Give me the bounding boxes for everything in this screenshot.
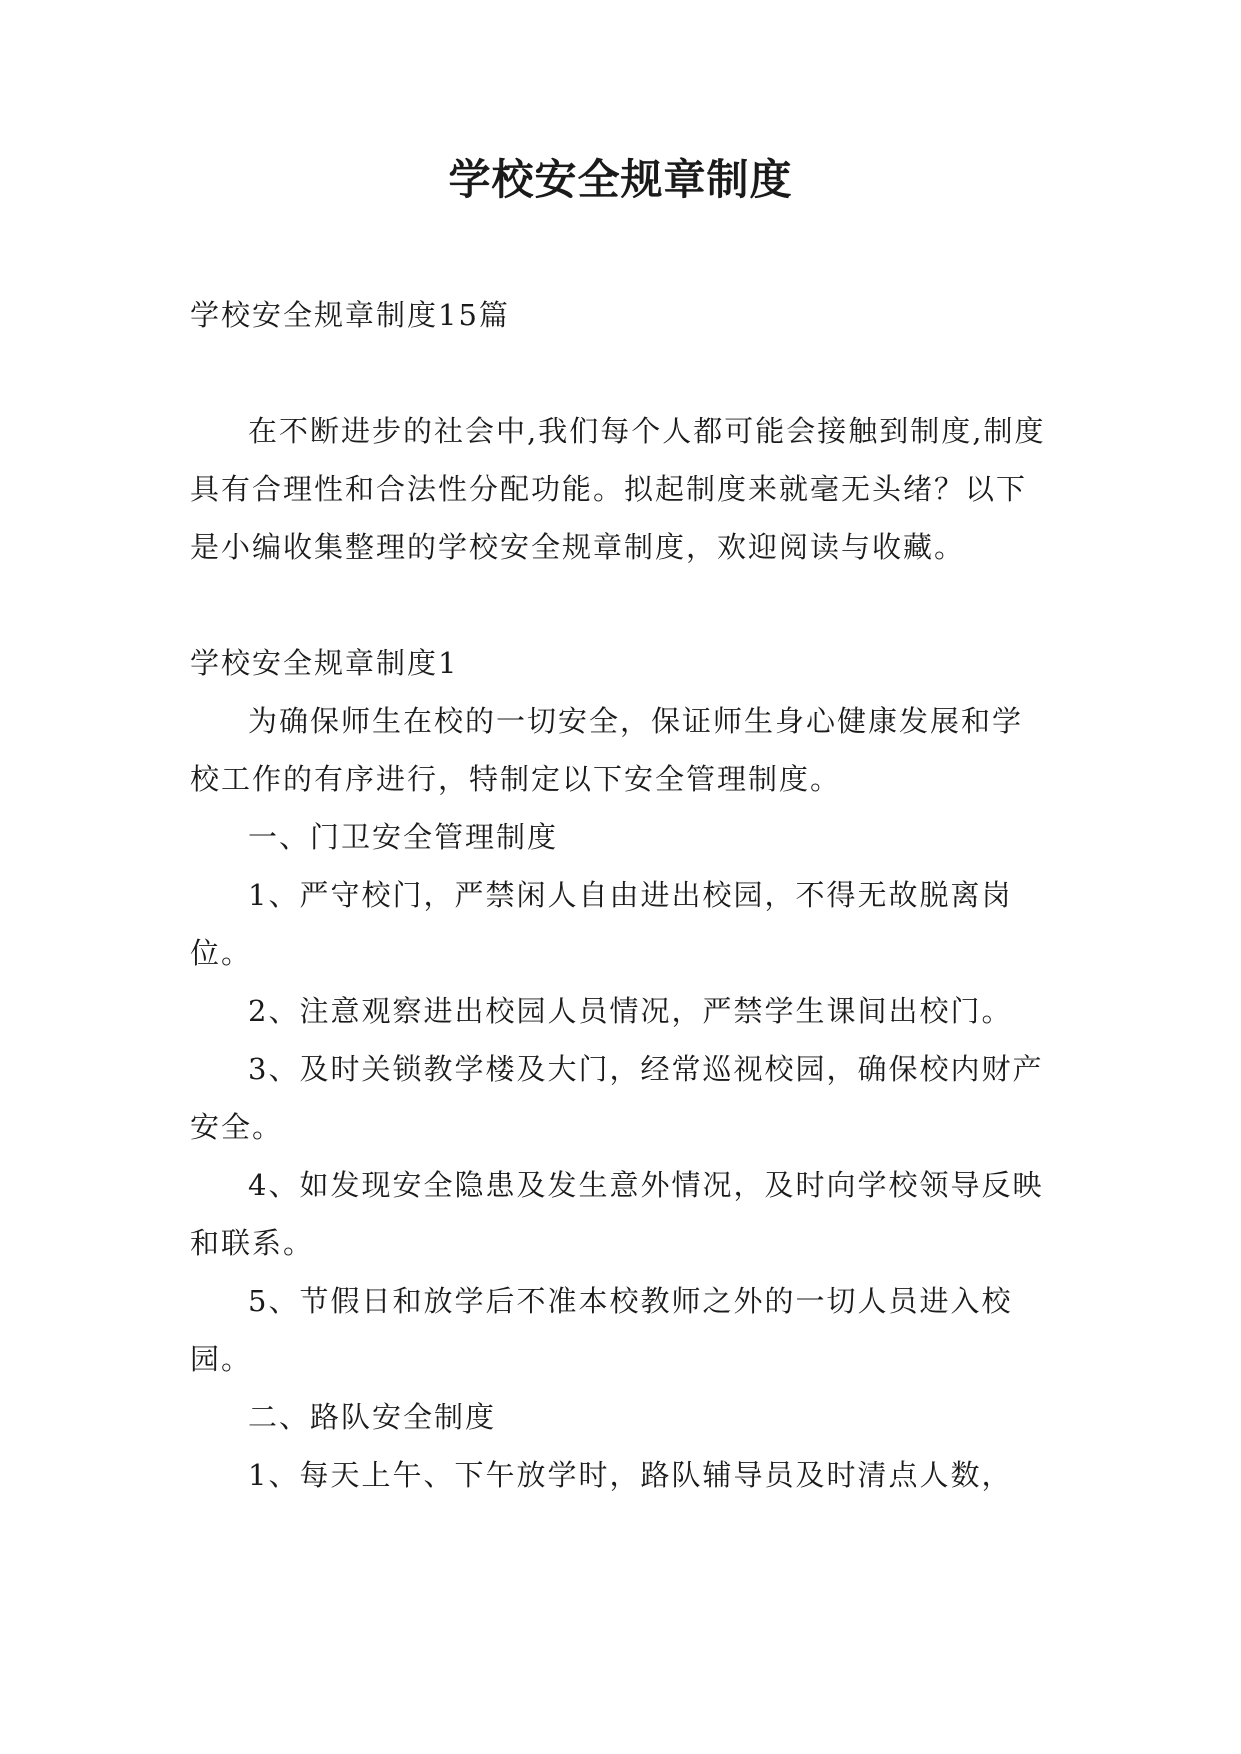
part-heading-gate-security: 一、门卫安全管理制度 bbox=[248, 820, 559, 854]
document-body bbox=[190, 286, 1050, 1504]
intro-paragraph: 在不断进步的社会中,我们每个人都可能会接触到制度,制度具有合理性和合法性分配功能。拟起制度来就毫无头绪？以下是小编收集整理的学校安全规章制度，欢迎阅读与收藏。 bbox=[190, 414, 1046, 564]
document-title: 学校安全规章制度 bbox=[448, 155, 793, 204]
section-heading: 学校安全规章制度1 bbox=[190, 646, 459, 680]
spacer bbox=[190, 576, 1050, 634]
spacer bbox=[190, 344, 1050, 402]
document-subtitle: 学校安全规章制度15篇 bbox=[190, 298, 510, 332]
list-item: 1、每天上午、下午放学时，路队辅导员及时清点人数， bbox=[248, 1458, 1013, 1492]
list-item: 4、如发现安全隐患及发生意外情况，及时向学校领导反映和联系。 bbox=[190, 1168, 1044, 1260]
section-intro-paragraph: 为确保师生在校的一切安全，保证师生身心健康发展和学校工作的有序进行，特制定以下安全管理制度。 bbox=[190, 704, 1024, 796]
list-item: 5、节假日和放学后不准本校教师之外的一切人员进入校园。 bbox=[190, 1284, 1013, 1376]
list-item: 1、严守校门，严禁闲人自由进出校园，不得无故脱离岗位。 bbox=[190, 878, 1013, 970]
part-heading-route-safety: 二、路队安全制度 bbox=[248, 1400, 497, 1434]
list-item: 3、及时关锁教学楼及大门，经常巡视校园，确保校内财产安全。 bbox=[190, 1052, 1044, 1144]
list-item: 2、注意观察进出校园人员情况，严禁学生课间出校门。 bbox=[248, 994, 1013, 1028]
